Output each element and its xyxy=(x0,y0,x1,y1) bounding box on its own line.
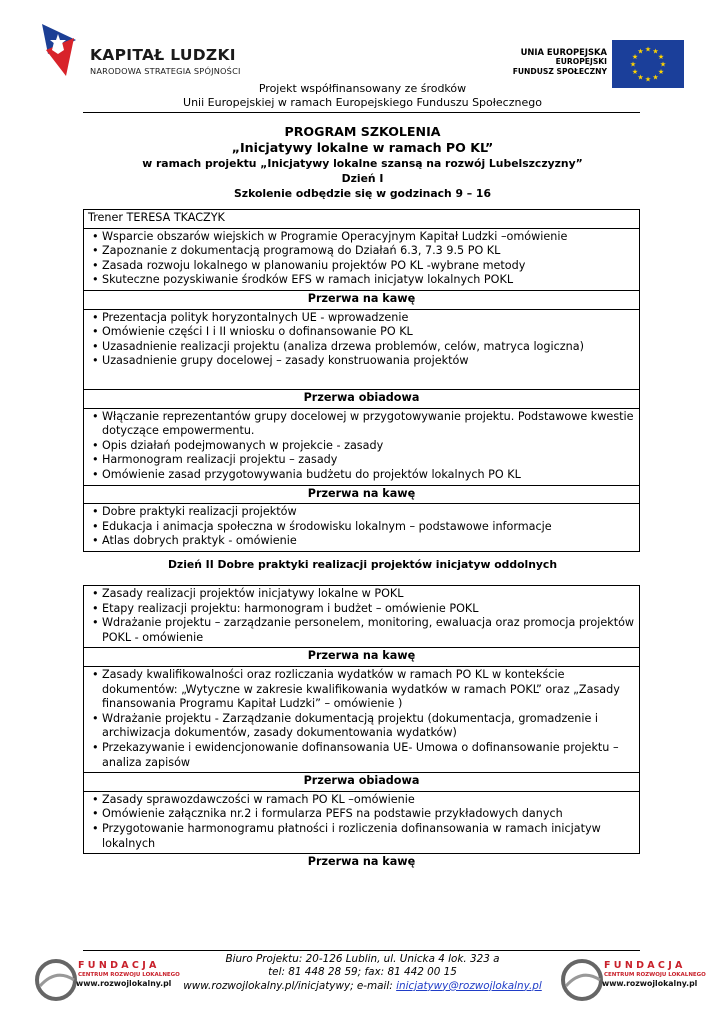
day1-block3 xyxy=(84,408,640,485)
kapital-ludzki-emblem-icon xyxy=(36,20,96,80)
cofinance-line1: Projekt współfinansowany ze środków xyxy=(258,82,467,95)
list-item: • Omówienie zasad przygotowywania budżetu do projektów lokalnych PO KL xyxy=(102,468,635,483)
cofinance-notice xyxy=(0,82,725,110)
list-item: • Uzasadnienie realizacji projektu (analiza drzewa problemów, celów, matryca logiczna) xyxy=(102,340,635,355)
fundacja-logo-right xyxy=(560,958,706,1002)
day2-block3 xyxy=(84,791,640,853)
day1-block1 xyxy=(84,228,640,290)
fundacja-logo-left xyxy=(34,958,180,1002)
day2-program-table xyxy=(83,585,640,872)
eu-star-icon: ★ xyxy=(657,53,665,61)
eu-line1: UNIA EUROPEJSKA xyxy=(520,47,607,57)
fundacja-subtitle: CENTRUM ROZWOJU LOKALNEGO xyxy=(604,972,706,978)
list-item: • Wsparcie obszarów wiejskich w Programie Operacyjnym Kapitał Ludzki –omówienie xyxy=(102,230,635,245)
eu-line2: EUROPEJSKI xyxy=(555,57,607,66)
footer-divider xyxy=(83,950,640,951)
list-item: • Zasady kwalifikowalności oraz rozliczania wydatków w ramach PO KL w kontekście dokumentów: „Wytyczne w zakresie kwalifikowania wydatków w ramach POKL” oraz „Zasady finansowania Programu Kapitał Ludzki” – omówienie ) xyxy=(102,668,635,712)
project-name: w ramach projektu „Inicjatywy lokalne szansą na rozwój Lubelszczyzny” xyxy=(142,157,583,170)
day2-block1 xyxy=(84,586,640,648)
eu-flag-icon xyxy=(612,40,684,88)
eu-star-icon: ★ xyxy=(637,73,644,82)
eu-star-icon: ★ xyxy=(644,75,652,84)
day1-label: Dzień I xyxy=(341,172,384,185)
program-name: „Inicjatywy lokalne w ramach PO KL” xyxy=(231,140,494,155)
footer-address: Biuro Projektu: 20-126 Lublin, ul. Unicka 4 lok. 323 a xyxy=(225,953,500,965)
eu-star-icon: ★ xyxy=(644,45,652,54)
list-item: • Wdrażanie projektu - Zarządzanie dokumentacją projektu (dokumentacja, gromadzenie i archiwizacja dokumentów, zasady dokumentowania wydatków) xyxy=(102,712,635,741)
list-item: • Dobre praktyki realizacji projektów xyxy=(102,505,635,520)
list-item: • Harmonogram realizacji projektu – zasady xyxy=(102,453,635,468)
list-item: • Omówienie załącznika nr.2 i formularza PEFS na podstawie przykładowych danych xyxy=(102,807,635,822)
schedule-hours: Szkolenie odbędzie się w godzinach 9 – 16 xyxy=(234,187,491,200)
list-item: • Zasada rozwoju lokalnego w planowaniu projektów PO KL -wybrane metody xyxy=(102,259,635,274)
list-item: • Przekazywanie i ewidencjonowanie dofinansowania UE- Umowa o dofinansowanie projektu – analiza zapisów xyxy=(102,741,635,770)
logo-subtitle: NARODOWA STRATEGIA SPÓJNOŚCI xyxy=(90,66,241,76)
list-item: • Edukacja i animacja społeczna w środowisku lokalnym – podstawowe informacje xyxy=(102,520,635,535)
list-item: • Etapy realizacji projektu: harmonogram i budżet – omówienie POKL xyxy=(102,602,635,617)
eu-line3: FUNDUSZ SPOŁECZNY xyxy=(512,67,607,76)
list-item: • Wdrażanie projektu – zarządzanie personelem, monitoring, ewaluacja oraz promocja projektów POKL - omówienie xyxy=(102,616,635,645)
program-title: PROGRAM SZKOLENIA xyxy=(284,124,441,139)
fundacja-name: F U N D A C J A xyxy=(78,960,157,971)
eu-star-icon: ★ xyxy=(657,68,665,76)
eu-star-icon: ★ xyxy=(637,47,644,56)
list-item: • Włączanie reprezentantów grupy docelowej w przygotowywanie projektu. Podstawowe kwestie dotyczące empowermentu. xyxy=(102,410,635,439)
eu-star-icon: ★ xyxy=(631,53,639,61)
fundacja-circle-icon xyxy=(34,958,78,1002)
day2-heading: Dzień II Dobre praktyki realizacji projektów inicjatyw oddolnych xyxy=(167,558,558,571)
eu-label xyxy=(513,47,607,77)
eu-star-icon: ★ xyxy=(659,60,667,69)
footer-email-link[interactable]: inicjatywy@rozwojlokalny.pl xyxy=(396,979,542,992)
day1-block4 xyxy=(84,504,640,552)
list-item: • Skuteczne pozyskiwanie środków EFS w ramach inicjatyw lokalnych POKL xyxy=(102,273,635,288)
list-item: • Opis działań podejmowanych w projekcie - zasady xyxy=(102,439,635,454)
day1-block2 xyxy=(84,309,640,389)
day1-coffee-break-2: Przerwa na kawę xyxy=(84,485,640,504)
day2-lunch-break: Przerwa obiadowa xyxy=(84,773,640,792)
eu-star-icon: ★ xyxy=(652,73,659,82)
list-item: • Zapoznanie z dokumentacją programową do Działań 6.3, 7.3 9.5 PO KL xyxy=(102,244,635,259)
list-item: • Prezentacja polityk horyzontalnych UE - wprowadzenie xyxy=(102,311,635,326)
list-item: • Omówienie części I i II wniosku o dofinansowanie PO KL xyxy=(102,325,635,340)
day2-coffee-break-2: Przerwa na kawę xyxy=(307,855,416,869)
list-item: • Zasady sprawozdawczości w ramach PO KL –omówienie xyxy=(102,793,635,808)
header-divider xyxy=(83,112,640,113)
list-item: • Zasady realizacji projektów inicjatywy lokalne w POKL xyxy=(102,587,635,602)
footer-phone: tel: 81 448 28 59; fax: 81 442 00 15 xyxy=(268,966,457,979)
logo-title: KAPITAŁ LUDZKI xyxy=(90,46,236,64)
list-item: • Atlas dobrych praktyk - omówienie xyxy=(102,534,635,549)
fundacja-subtitle: CENTRUM ROZWOJU LOKALNEGO xyxy=(78,972,180,978)
eu-star-icon: ★ xyxy=(652,47,659,56)
kapital-ludzki-logo xyxy=(42,26,242,86)
day2-coffee-break-1: Przerwa na kawę xyxy=(84,648,640,667)
fundacja-www: www.rozwojlokalny.pl xyxy=(602,979,698,988)
trainer-name: Trener TERESA TKACZYK xyxy=(84,210,640,229)
day1-program-table xyxy=(83,209,640,552)
day1-lunch-break: Przerwa obiadowa xyxy=(84,389,640,408)
day1-coffee-break-1: Przerwa na kawę xyxy=(84,290,640,309)
list-item: • Uzasadnienie grupy docelowej – zasady konstruowania projektów xyxy=(102,354,635,369)
fundacja-circle-icon xyxy=(560,958,604,1002)
list-item: • Przygotowanie harmonogramu płatności i rozliczenia dofinansowania w ramach inicjatyw lokalnych xyxy=(102,822,635,851)
eu-star-icon: ★ xyxy=(629,60,637,69)
footer-website: www.rozwojlokalny.pl/inicjatywy; e-mail: xyxy=(183,979,397,992)
eu-star-icon: ★ xyxy=(631,68,639,76)
cofinance-line2: Unii Europejskiej w ramach Europejskiego Funduszu Społecznego xyxy=(183,96,542,109)
program-title-block xyxy=(0,124,725,201)
day2-block2 xyxy=(84,666,640,772)
fundacja-www: www.rozwojlokalny.pl xyxy=(76,979,172,988)
fundacja-name: F U N D A C J A xyxy=(604,960,683,971)
